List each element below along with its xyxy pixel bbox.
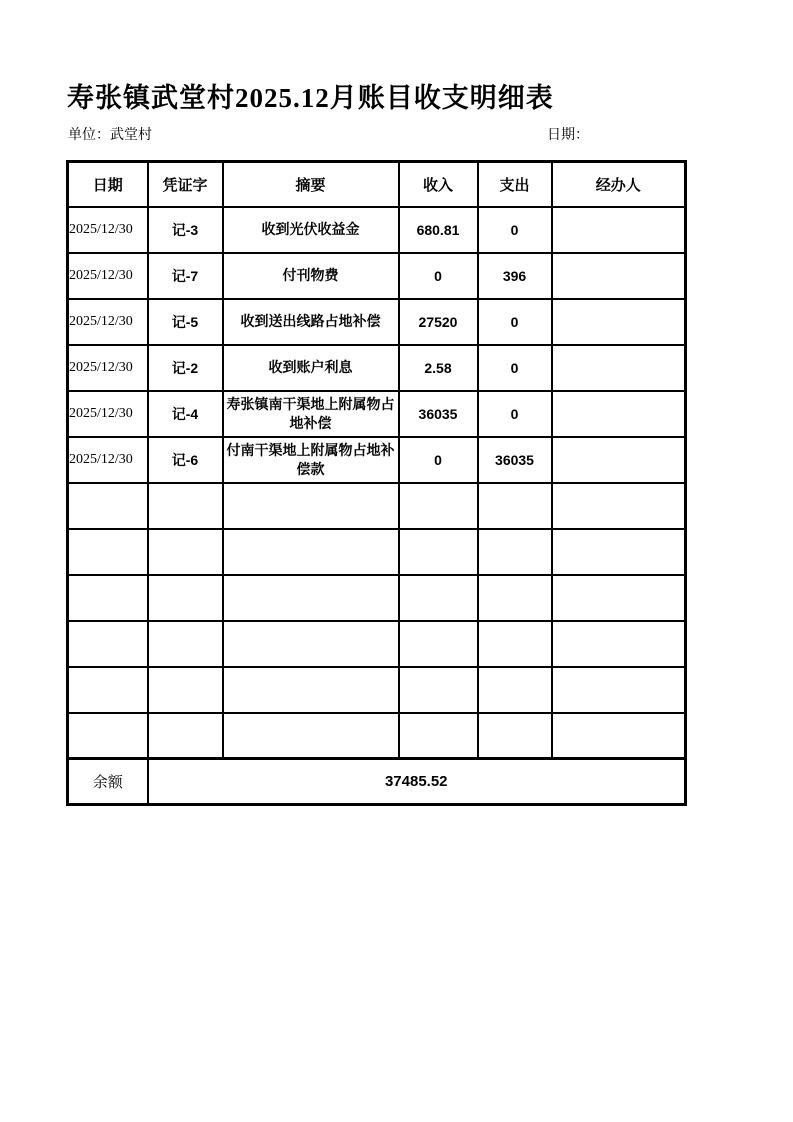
cell-handler: [552, 529, 686, 575]
header-date: 日期: [68, 162, 148, 207]
cell-handler: [552, 621, 686, 667]
cell-voucher: 记-7: [148, 253, 223, 299]
cell-date: 2025/12/30: [68, 345, 148, 391]
cell-voucher: 记-6: [148, 437, 223, 483]
cell-summary: [223, 621, 399, 667]
date-label: 日期：: [547, 128, 589, 143]
cell-handler: [552, 483, 686, 529]
cell-date: 2025/12/30: [68, 299, 148, 345]
table-row: [68, 437, 686, 483]
table-row: [68, 483, 686, 529]
cell-income: 27520: [399, 299, 478, 345]
cell-expense: [478, 529, 552, 575]
cell-expense: 0: [478, 391, 552, 437]
cell-handler: [552, 253, 686, 299]
cell-date: [68, 529, 148, 575]
cell-expense: 0: [478, 299, 552, 345]
cell-handler: [552, 207, 686, 253]
cell-date: [68, 713, 148, 759]
cell-expense: [478, 667, 552, 713]
header-expense: 支出: [478, 162, 552, 207]
table-row: [68, 667, 686, 713]
cell-summary: 收到送出线路占地补偿: [223, 299, 399, 345]
cell-handler: [552, 713, 686, 759]
unit-label: 单位：武堂村: [68, 128, 152, 143]
balance-value: 37485.52: [148, 759, 686, 805]
balance-label: 余额: [68, 759, 148, 805]
header-row: [68, 162, 686, 207]
cell-expense: 36035: [478, 437, 552, 483]
table-row: [68, 253, 686, 299]
cell-date: [68, 483, 148, 529]
cell-voucher: 记-5: [148, 299, 223, 345]
header-summary: 摘要: [223, 162, 399, 207]
cell-income: 0: [399, 437, 478, 483]
cell-summary: 付刊物费: [223, 253, 399, 299]
cell-summary: 寿张镇南干渠地上附属物占地补偿: [223, 391, 399, 437]
cell-summary: 收到光伏收益金: [223, 207, 399, 253]
cell-voucher: [148, 713, 223, 759]
cell-income: 0: [399, 253, 478, 299]
header-handler: 经办人: [552, 162, 686, 207]
cell-date: [68, 575, 148, 621]
cell-expense: 396: [478, 253, 552, 299]
cell-date: 2025/12/30: [68, 207, 148, 253]
balance-row: [68, 759, 686, 805]
cell-income: [399, 621, 478, 667]
cell-summary: [223, 529, 399, 575]
cell-handler: [552, 667, 686, 713]
cell-voucher: [148, 529, 223, 575]
cell-summary: [223, 713, 399, 759]
cell-date: [68, 667, 148, 713]
cell-income: [399, 667, 478, 713]
table-row: [68, 207, 686, 253]
cell-date: 2025/12/30: [68, 437, 148, 483]
cell-voucher: 记-3: [148, 207, 223, 253]
page-title: 寿张镇武堂村2025.12月账目收支明细表: [67, 83, 554, 113]
header-income: 收入: [399, 162, 478, 207]
cell-voucher: [148, 621, 223, 667]
cell-summary: [223, 575, 399, 621]
table-row: [68, 529, 686, 575]
cell-summary: [223, 667, 399, 713]
table-row: [68, 575, 686, 621]
header-voucher: 凭证字: [148, 162, 223, 207]
table-row: [68, 713, 686, 759]
cell-handler: [552, 299, 686, 345]
cell-income: [399, 483, 478, 529]
cell-income: [399, 529, 478, 575]
cell-income: 36035: [399, 391, 478, 437]
cell-expense: 0: [478, 207, 552, 253]
cell-voucher: [148, 575, 223, 621]
cell-voucher: [148, 667, 223, 713]
cell-summary: [223, 483, 399, 529]
cell-date: [68, 621, 148, 667]
cell-expense: [478, 621, 552, 667]
cell-income: [399, 713, 478, 759]
cell-handler: [552, 391, 686, 437]
cell-summary: 付南干渠地上附属物占地补偿款: [223, 437, 399, 483]
cell-voucher: 记-2: [148, 345, 223, 391]
cell-income: 680.81: [399, 207, 478, 253]
cell-expense: [478, 483, 552, 529]
cell-summary: 收到账户利息: [223, 345, 399, 391]
table-row: [68, 345, 686, 391]
table-row: [68, 299, 686, 345]
table-row: [68, 621, 686, 667]
cell-date: 2025/12/30: [68, 391, 148, 437]
cell-handler: [552, 437, 686, 483]
cell-expense: 0: [478, 345, 552, 391]
cell-date: 2025/12/30: [68, 253, 148, 299]
cell-income: [399, 575, 478, 621]
ledger-table: [66, 160, 687, 806]
cell-voucher: 记-4: [148, 391, 223, 437]
table-row: [68, 391, 686, 437]
cell-expense: [478, 713, 552, 759]
cell-handler: [552, 345, 686, 391]
cell-voucher: [148, 483, 223, 529]
cell-expense: [478, 575, 552, 621]
cell-income: 2.58: [399, 345, 478, 391]
cell-handler: [552, 575, 686, 621]
